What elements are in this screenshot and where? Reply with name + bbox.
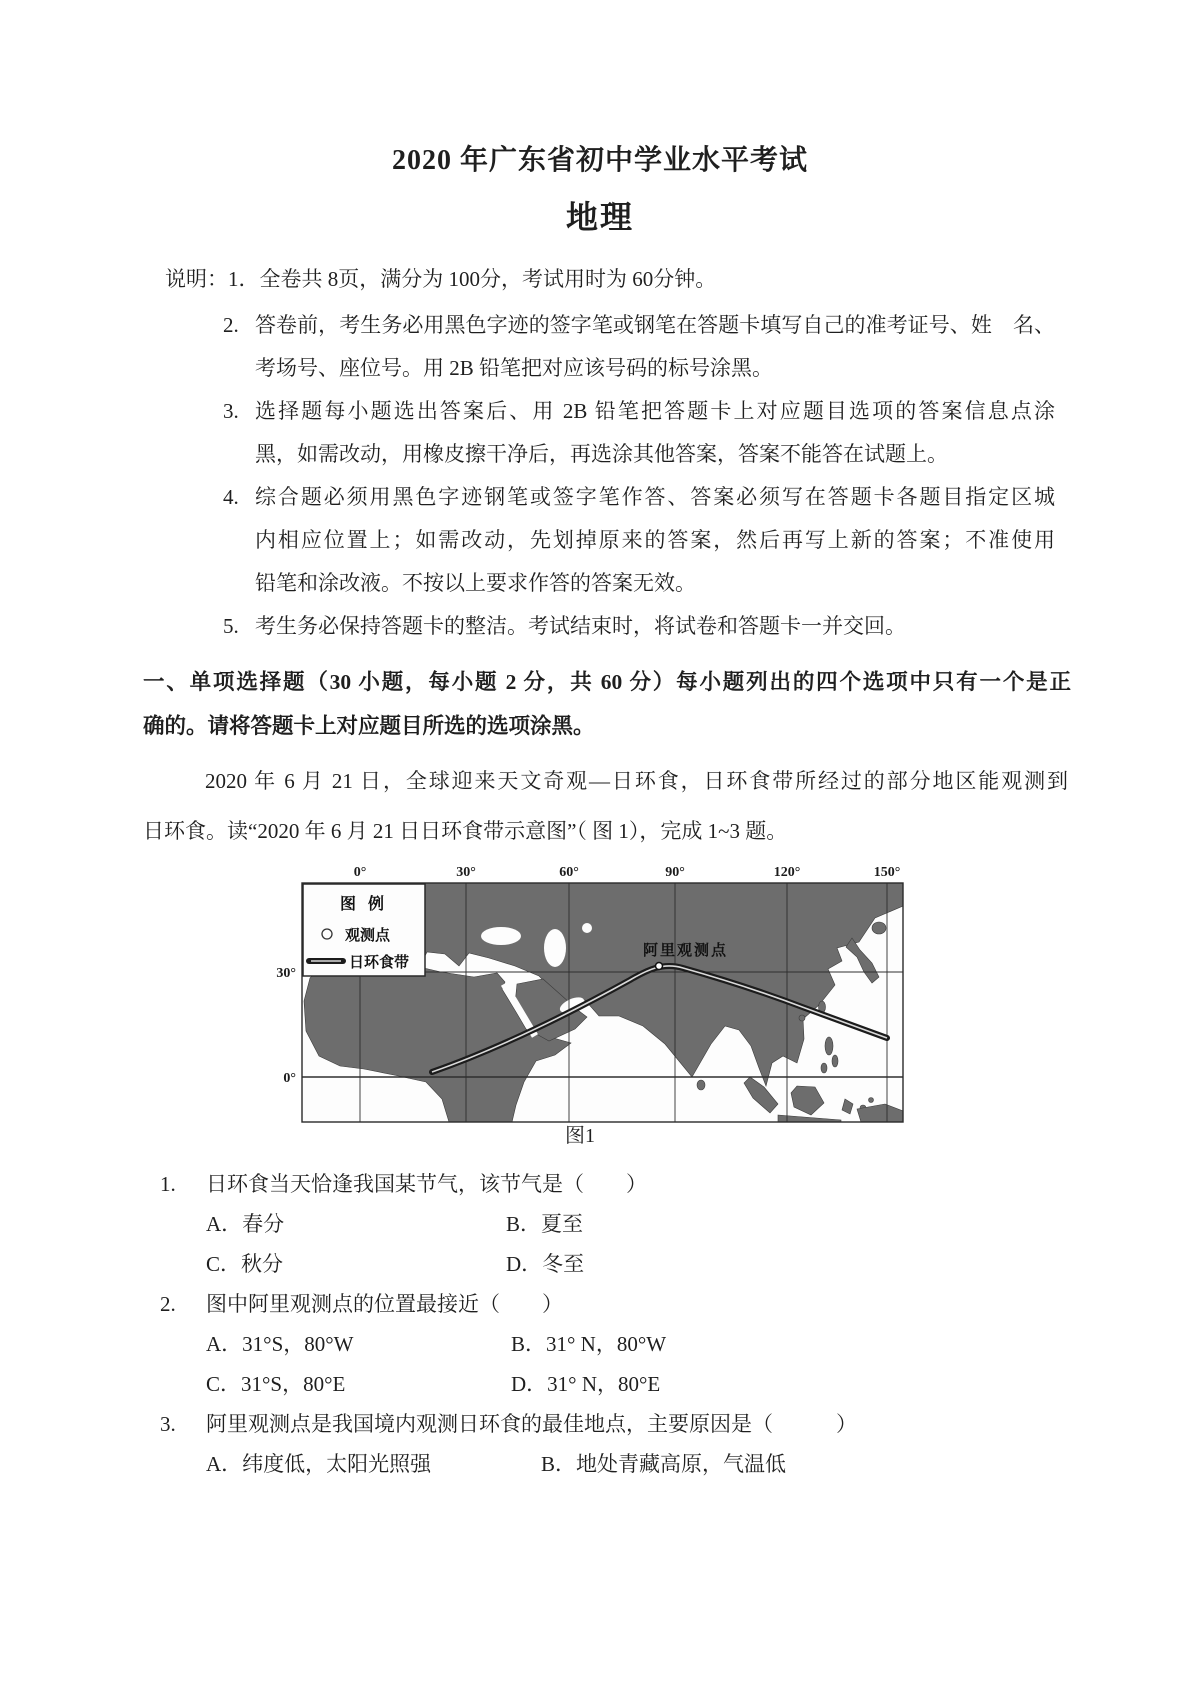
question-number: 2. xyxy=(160,1292,176,1316)
legend-band-label: 日环食带 xyxy=(349,955,410,971)
legend-observation-icon xyxy=(322,929,332,939)
question-2-options-row-1 xyxy=(206,1324,1200,1364)
lon-tick-label: 120° xyxy=(773,865,801,880)
eclipse-map xyxy=(245,856,915,1124)
intro-line-2: 日环食。读“2020 年 6 月 21 日日环食带示意图”（ 图 1），完成 1~3 题。 xyxy=(143,819,788,843)
instruction-text-line: 考场号、座位号。用 2B 铅笔把对应该号码的标号涂黑。 xyxy=(255,356,774,380)
eclipse-map-figure xyxy=(245,856,915,1124)
page-title: 2020 年广东省初中学业水平考试 xyxy=(391,145,808,176)
option-d: D．冬至 xyxy=(506,1252,585,1276)
instruction-number: 4. xyxy=(223,485,239,509)
option-b: B．夏至 xyxy=(506,1212,584,1236)
question-3 xyxy=(160,1404,1200,1444)
island-philippines xyxy=(821,1063,827,1073)
question-number: 1. xyxy=(160,1172,176,1196)
question-3-options-row-1 xyxy=(206,1444,1200,1484)
instruction-text-line: 黑，如需改动，用橡皮擦干净后，再选涂其他答案，答案不能答在试题上。 xyxy=(255,442,948,466)
instruction-text-line: 综合题必须用黑色字迹钢笔或签字笔作答、答案必须写在答题卡各题目指定区城 xyxy=(255,485,1055,509)
question-group-intro xyxy=(143,756,1068,856)
island-hokkaido xyxy=(872,922,886,934)
option-c: C．秋分 xyxy=(206,1252,284,1276)
intro-line-1: 2020 年 6 月 21 日，全球迎来天文奇观—日环食，日环食带所经过的部分地区能观测到 xyxy=(205,769,1068,793)
lon-tick-label: 150° xyxy=(873,865,901,880)
legend-observation-label: 观测点 xyxy=(345,928,391,944)
question-text: 日环食当天恰逢我国某节气，该节气是（ ） xyxy=(206,1172,647,1196)
instruction-item-2 xyxy=(223,304,1065,390)
instruction-line-1: 说明：1．全卷共 8页，满分为 100分，考试用时为 60分钟。 xyxy=(165,267,717,291)
subject-title: 地理 xyxy=(565,199,634,235)
option-b: B．31° N，80°W xyxy=(511,1332,667,1356)
instruction-item-5 xyxy=(223,605,1065,648)
option-a: A．纬度低，太阳光照强 xyxy=(206,1452,432,1476)
figure-caption: 图1 xyxy=(565,1125,595,1147)
question-1-options-row-1 xyxy=(206,1204,1200,1244)
map-legend xyxy=(303,884,425,976)
option-d: D．31° N，80°E xyxy=(511,1372,661,1396)
section-heading xyxy=(143,660,1071,748)
lon-tick-label: 60° xyxy=(559,865,579,880)
option-c: C．31°S，80°E xyxy=(206,1372,346,1396)
black-sea xyxy=(481,927,521,945)
latitude-labels xyxy=(276,966,296,1086)
instruction-text-line: 选择题每小题选出答案后、用 2B 铅笔把答题卡上对应题目选项的答案信息点涂 xyxy=(255,399,1055,423)
question-2 xyxy=(160,1284,1200,1324)
question-number: 3. xyxy=(160,1412,176,1436)
island-srilanka xyxy=(697,1080,705,1090)
island-philippines xyxy=(825,1037,833,1055)
island-hainan xyxy=(799,1015,805,1021)
section-heading-line-2: 确的。请将答题卡上对应题目所选的选项涂黑。 xyxy=(143,714,595,738)
question-list xyxy=(0,1164,1200,1484)
question-1 xyxy=(160,1164,1200,1204)
island-moluccas xyxy=(869,1098,874,1103)
question-1-options-row-2 xyxy=(206,1244,1200,1284)
lat-tick-label: 0° xyxy=(283,1071,296,1086)
instruction-number: 3. xyxy=(223,399,239,423)
legend-title: 图 例 xyxy=(339,896,389,913)
aral-sea xyxy=(582,923,592,933)
lon-tick-label: 90° xyxy=(665,865,685,880)
caspian-sea xyxy=(544,929,566,967)
instruction-number: 5. xyxy=(223,614,239,638)
instruction-text-line: 内相应位置上；如需改动，先划掉原来的答案，然后再写上新的答案；不准使用 xyxy=(255,528,1055,552)
option-a: A．31°S，80°W xyxy=(206,1332,354,1356)
observation-point-marker xyxy=(656,963,663,970)
instruction-number: 2. xyxy=(223,313,239,337)
island-philippines xyxy=(832,1055,838,1067)
lon-tick-label: 30° xyxy=(456,865,476,880)
question-text: 阿里观测点是我国境内观测日环食的最佳地点，主要原因是（ ） xyxy=(206,1412,857,1436)
question-text: 图中阿里观测点的位置最接近（ ） xyxy=(206,1292,563,1316)
section-heading-line-1: 一、单项选择题（30 小题，每小题 2 分，共 60 分）每小题列出的四个选项中只有一个是正 xyxy=(143,670,1071,694)
instruction-item-3 xyxy=(223,390,1065,476)
instruction-item-4 xyxy=(223,476,1065,605)
longitude-labels xyxy=(354,865,901,880)
lat-tick-label: 30° xyxy=(276,966,296,981)
exam-instructions xyxy=(165,262,1065,648)
option-a: A．春分 xyxy=(206,1212,285,1236)
lon-tick-label: 0° xyxy=(353,865,367,880)
instruction-text-line: 答卷前，考生务必用黑色字迹的签字笔或钢笔在答题卡填写自己的准考证号、姓 名、 xyxy=(255,313,1055,337)
question-2-options-row-2 xyxy=(206,1364,1200,1404)
instruction-text-line: 铅笔和涂改液。不按以上要求作答的答案无效。 xyxy=(255,571,696,595)
map-point-label: 阿里观测点 xyxy=(643,943,729,959)
instruction-text-line: 考生务必保持答题卡的整洁。考试结束时，将试卷和答题卡一并交回。 xyxy=(255,614,906,638)
option-b: B．地处青藏高原，气温低 xyxy=(541,1452,787,1476)
